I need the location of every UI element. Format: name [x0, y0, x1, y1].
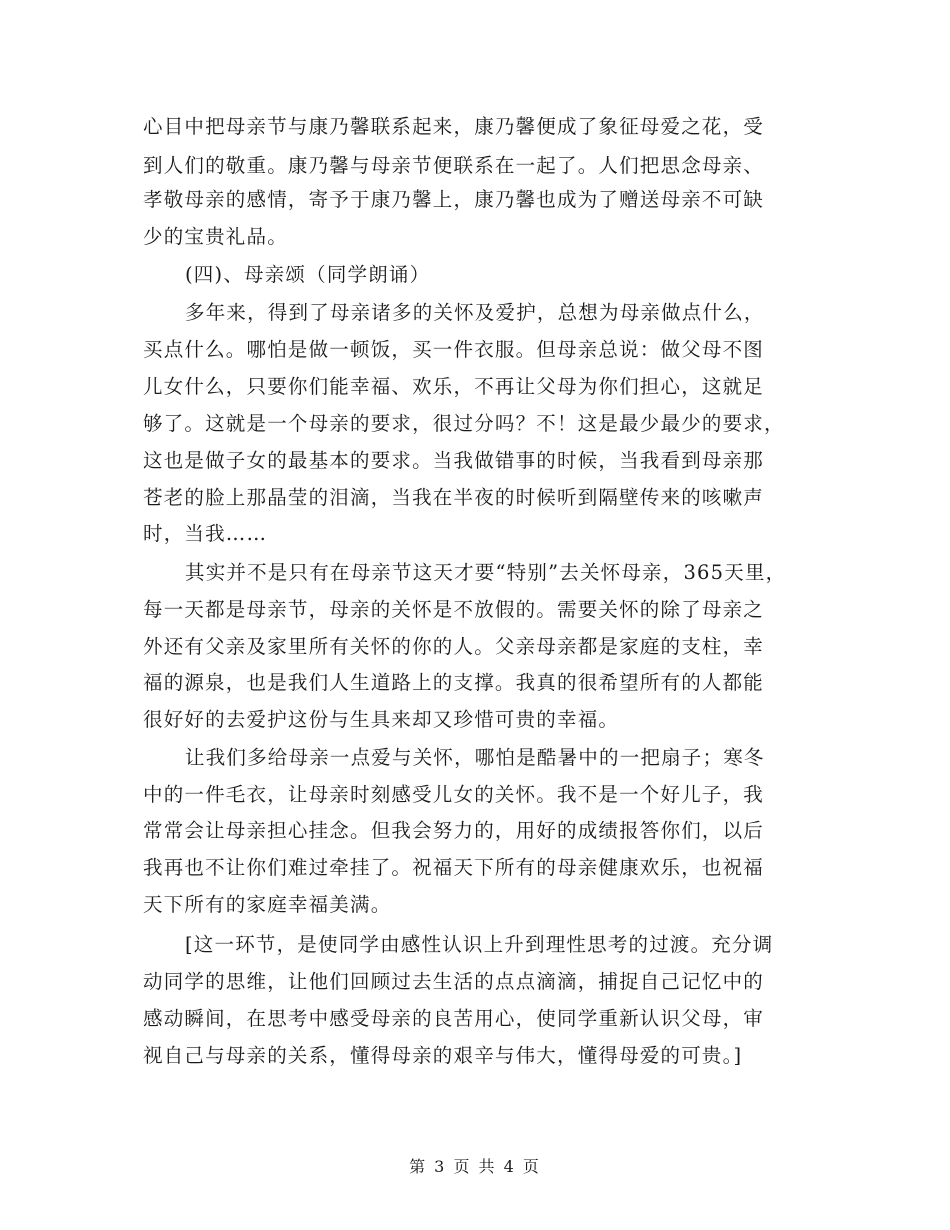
- text-line: 够了。这就是一个母亲的要求，很过分吗？不！这是最少最少的要求，: [143, 412, 785, 435]
- text-line: 中的一件毛衣，让母亲时刻感受儿女的关怀。我不是一个好儿子，我: [143, 783, 765, 806]
- text-line: 少的宝贵礼品。: [143, 225, 288, 248]
- text-line: 孝敬母亲的感情，寄予于康乃馨上，康乃馨也成为了赠送母亲不可缺: [143, 188, 765, 211]
- text-line: 我再也不让你们难过牵挂了。祝福天下所有的母亲健康欢乐，也祝福: [143, 856, 765, 879]
- text-line: 外还有父亲及家里所有关怀的你的人。父亲母亲都是家庭的支柱，幸: [143, 635, 765, 658]
- text-line: 到人们的敬重。康乃馨与母亲节便联系在一起了。人们把思念母亲、: [143, 154, 765, 177]
- text-line: 其实并不是只有在母亲节这天才要“特别”去关怀母亲，365天里，: [185, 561, 787, 584]
- text-line: 感动瞬间，在思考中感受母亲的良苦用心，使同学重新认识父母，审: [143, 1007, 765, 1030]
- text-line: [这一环节，是使同学由感性认识上升到理性思考的过渡。充分调: [185, 933, 774, 956]
- text-line: 苍老的脸上那晶莹的泪滴，当我在半夜的时候听到隔壁传来的咳嗽声: [143, 486, 765, 509]
- text-line: 心目中把母亲节与康乃馨联系起来，康乃馨便成了象征母爱之花，受: [143, 115, 765, 138]
- text-line: 动同学的思维，让他们回顾过去生活的点点滴滴，捕捉自己记忆中的: [143, 970, 765, 993]
- text-line: 多年来，得到了母亲诸多的关怀及爱护，总想为母亲做点什么，: [185, 301, 765, 324]
- text-line: 买点什么。哪怕是做一顿饭，买一件衣服。但母亲总说：做父母不图: [143, 338, 765, 361]
- text-line: 让我们多给母亲一点爱与关怀，哪怕是酷暑中的一把扇子；寒冬: [185, 746, 765, 769]
- text-line: 视自己与母亲的关系，懂得母亲的艰辛与伟大，懂得母爱的可贵。]: [143, 1044, 743, 1067]
- text-line: 儿女什么，只要你们能幸福、欢乐，不再让父母为你们担心，这就足: [143, 375, 765, 398]
- page-number-footer: 第 3 页 共 4 页: [409, 1157, 541, 1176]
- text-line: 每一天都是母亲节，母亲的关怀是不放假的。需要关怀的除了母亲之: [143, 598, 765, 621]
- text-line: 福的源泉，也是我们人生道路上的支撑。我真的很希望所有的人都能: [143, 671, 765, 694]
- text-line: 很好好的去爱护这份与生具来却又珍惜可贵的幸福。: [143, 708, 620, 731]
- section-heading: (四)、母亲颂（同学朗诵）: [185, 263, 431, 286]
- text-line: 时，当我……: [143, 522, 268, 545]
- text-line: 常常会让母亲担心挂念。但我会努力的，用好的成绩报答你们，以后: [143, 819, 765, 842]
- text-line: 这也是做子女的最基本的要求。当我做错事的时候，当我看到母亲那: [143, 449, 765, 472]
- text-line: 天下所有的家庭幸福美满。: [143, 893, 392, 916]
